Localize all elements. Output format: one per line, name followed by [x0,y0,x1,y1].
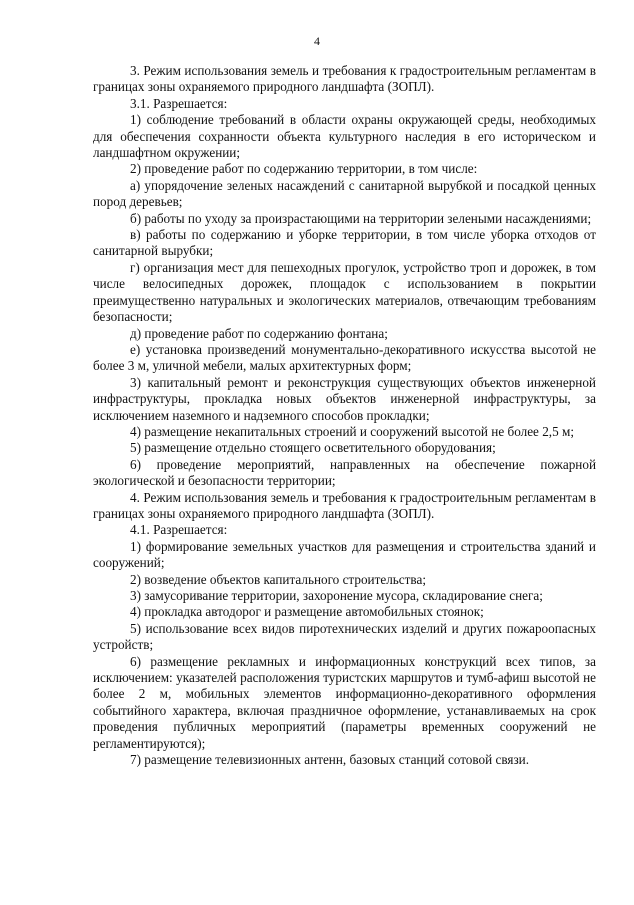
list-item: 4) прокладка автодорог и размещение автомобильных стоянок; [130,604,484,620]
list-item: 2) возведение объектов капитального строительства; [130,571,426,587]
list-item: 3) капитальный ремонт и реконструкция существующих объектов инженерной инфраструктуры, прокладка новых объектов инженерной инфраструктуры, за исключением наземного и надземного способов прокладки; [93,374,596,423]
list-subitem: е) установка произведений монументально-декоративного искусства высотой не более 3 м, уличной мебели, малых архитектурных форм; [93,341,596,374]
list-item: 5) использование всех видов пиротехнических изделий и других пожароопасных устройств; [93,620,596,653]
list-item: 1) соблюдение требований в области охраны окружающей среды, необходимых для обеспечения сохранности объекта культурного наследия в его историческом и ландшафтном окружении; [93,112,596,161]
list-item: 6) размещение рекламных и информационных конструкций всех типов, за исключением: указателей расположения туристских маршрутов и тумб-афиш высотой не более 2 м, мобильных элементов информационно-декоративного оформления событийного характера, включая праздничное оформление, устанавливаемых на срок проведения публичных мероприятий (параметры временных сооружений не регламентируются); [93,653,596,751]
document-body [93,63,596,768]
section-3-heading: 3. Режим использования земель и требования к градостроительным регламентам в границах зоны охраняемого природного ландшафта (ЗОПЛ). [93,63,596,95]
section-4-heading: 4. Режим использования земель и требования к градостроительным регламентам в границах зоны охраняемого природного ландшафта (ЗОПЛ). [93,489,596,521]
list-item: 4) размещение некапитальных строений и сооружений высотой не более 2,5 м; [130,423,574,439]
list-subitem: б) работы по уходу за произрастающими на территории зелеными насаждениями; [130,210,592,226]
list-item: 1) формирование земельных участков для размещения и строительства зданий и сооружений; [93,538,596,571]
page-number: 4 [314,34,320,48]
subsection-3-1-heading: 3.1. Разрешается: [130,95,228,111]
list-item: 2) проведение работ по содержанию территории, в том числе: [130,161,478,177]
subsection-4-1-heading: 4.1. Разрешается: [130,522,228,538]
list-item: 3) замусоривание территории, захоронение мусора, складирование снега; [130,588,543,603]
list-item: 6) проведение мероприятий, направленных на обеспечение пожарной экологической и безопасности территории; [93,456,596,489]
list-subitem: г) организация мест для пешеходных прогулок, устройство троп и дорожек, в том числе велосипедных дорожек, площадок с использованием в покрытии преимущественно натуральных и экологических материалов, отвечающим требованиям безопасности; [93,259,596,325]
list-item: 7) размещение телевизионных антенн, базовых станций сотовой связи. [130,752,530,768]
list-subitem: д) проведение работ по содержанию фонтана; [130,325,388,341]
list-item: 5) размещение отдельно стоящего осветительного оборудования; [130,440,496,456]
list-subitem: а) упорядочение зеленых насаждений с санитарной вырубкой и посадкой ценных пород деревьев; [93,177,596,210]
list-subitem: в) работы по содержанию и уборке территории, в том числе уборка отходов от санитарной вырубки; [93,227,596,259]
